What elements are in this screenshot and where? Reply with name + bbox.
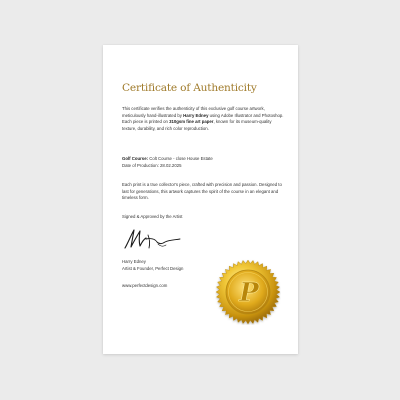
- production-line: [122, 163, 182, 168]
- signature-image: [122, 226, 184, 252]
- golf-course-line: [122, 156, 213, 161]
- artist-name-bold: Harry Edney: [183, 112, 209, 118]
- certificate-title: Certificate of Authenticity: [122, 82, 257, 94]
- signer-name: Harry Edney: [122, 259, 146, 264]
- details-block: [122, 156, 284, 169]
- gold-seal-icon: [215, 259, 281, 325]
- signed-approved-text: Signed & Approved by the Artist: [122, 214, 183, 219]
- collector-paragraph: Each print is a true collector's piece, crafted with precision and passion. Designed to last for generations, this artwork captures the spirit of the course in an elegant and timeless form.: [122, 182, 282, 201]
- certificate-card: [103, 45, 298, 354]
- website-link[interactable]: www.perfectdesign.com: [122, 283, 168, 288]
- intro-paragraph: [122, 106, 284, 133]
- intro-text-2: using Adobe Illustrator and Photoshop. Each piece is printed on: [122, 112, 284, 125]
- golf-course-value: Colt Course - close House Estate: [148, 156, 213, 161]
- signer-role: Artist & Founder, Perfect Design: [122, 265, 184, 271]
- intro-text-3: , known for its museum-quality texture, durability, and rich color reproduction.: [122, 119, 272, 132]
- intro-text-1: This certificate verifies the authenticity of this exclusive golf course artwork, meticulously hand-illustrated by: [122, 106, 265, 118]
- paper-type-bold: 310gsm fine art paper: [169, 119, 214, 125]
- golf-course-label: Golf Course:: [122, 156, 149, 161]
- seal-letter: P: [239, 278, 259, 308]
- production-date: 28.02.2025: [158, 162, 182, 168]
- production-label: Date of Production:: [122, 162, 159, 168]
